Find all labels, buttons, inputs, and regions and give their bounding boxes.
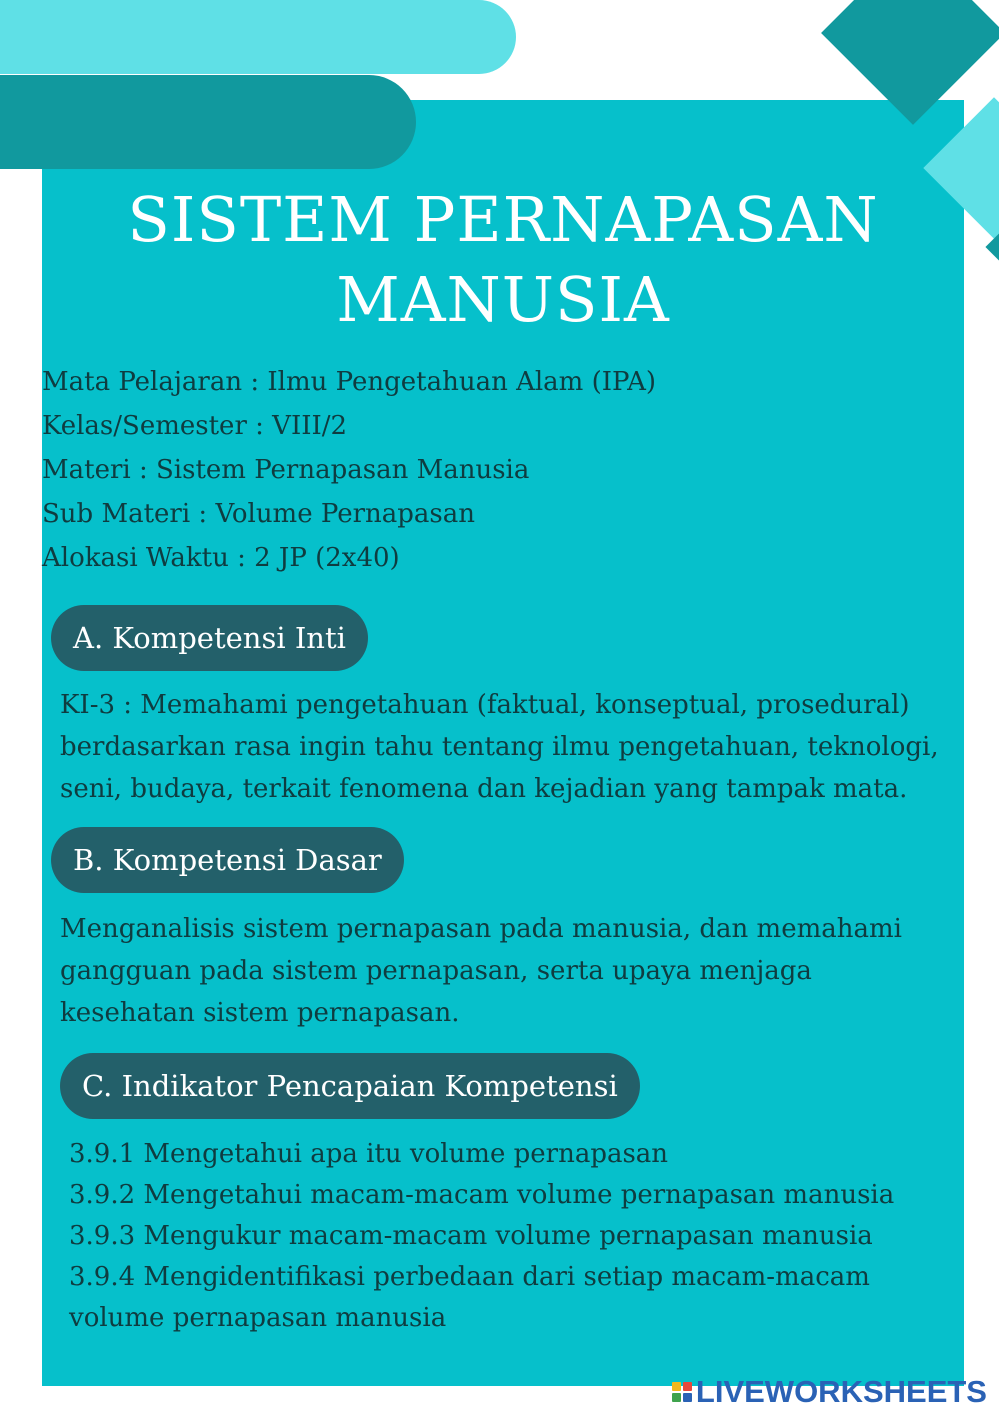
indicator-item: 3.9.1 Mengetahui apa itu volume pernapasan	[69, 1139, 669, 1169]
section-b-paragraph: Menganalisis sistem pernapasan pada manusia, dan memahami gangguan pada sistem pernapasan, serta upaya menjaga kesehatan sistem pernapasan.	[60, 914, 902, 1028]
section-c-heading: C. Indikator Pencapaian Kompetensi	[60, 1053, 640, 1119]
indicator-item: 3.9.3 Mengukur macam-macam volume pernapasan manusia	[69, 1221, 873, 1251]
indicator-item: 3.9.2 Mengetahui macam-macam volume pernapasan manusia	[69, 1180, 895, 1210]
watermark-text: LIVEWORKSHEETS	[695, 1374, 987, 1409]
section-a-heading: A. Kompetensi Inti	[51, 605, 368, 671]
section-b-text	[60, 908, 940, 1034]
section-a-text	[60, 684, 960, 810]
meta-class-semester: Kelas/Semester : VIII/2	[42, 411, 348, 441]
meta-subject: Mata Pelajaran : Ilmu Pengetahuan Alam (IPA)	[42, 367, 657, 397]
meta-material: Materi : Sistem Pernapasan Manusia	[42, 455, 530, 485]
meta-time-allocation: Alokasi Waktu : 2 JP (2x40)	[42, 543, 400, 573]
title-line-2: MANUSIA	[336, 263, 670, 336]
indicator-list	[69, 1134, 949, 1339]
meta-sub-material: Sub Materi : Volume Pernapasan	[42, 499, 475, 529]
indicator-item: 3.9.4 Mengidentifikasi perbedaan dari setiap macam-macam volume pernapasan manusia	[69, 1262, 870, 1333]
page-title	[42, 180, 964, 340]
liveworksheets-watermark	[672, 1374, 987, 1410]
section-a-paragraph: KI-3 : Memahami pengetahuan (faktual, konseptual, prosedural) berdasarkan rasa ingin tahu tentang ilmu pengetahuan, teknologi, seni, budaya, terkait fenomena dan kejadian yang tampak mata.	[60, 690, 939, 804]
liveworksheets-logo-icon	[672, 1382, 692, 1402]
lesson-info	[42, 360, 656, 580]
title-line-1: SISTEM PERNAPASAN	[127, 183, 879, 256]
section-b-heading: B. Kompetensi Dasar	[51, 827, 404, 893]
